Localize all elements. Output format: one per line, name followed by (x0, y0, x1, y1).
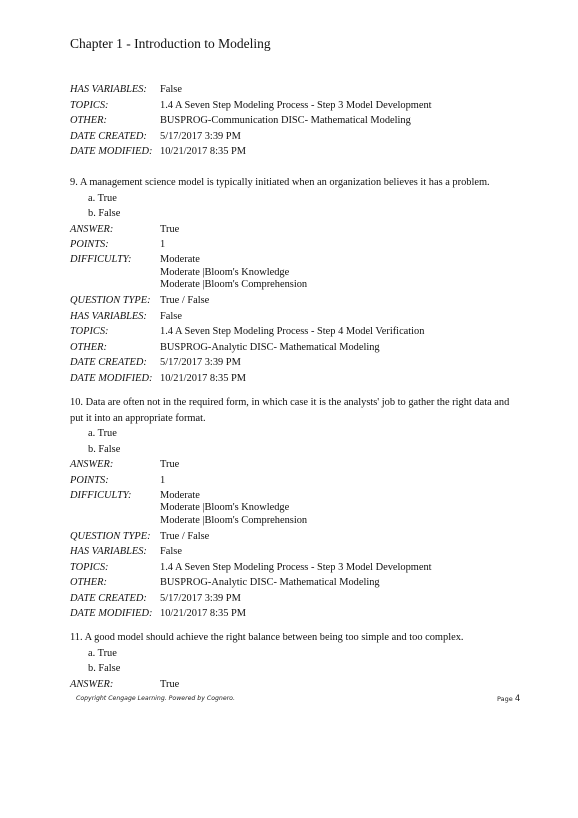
difficulty-line: Moderate |Bloom's Knowledge (160, 266, 290, 278)
meta-row-answer (70, 677, 530, 693)
copyright-notice: Copyright Cengage Learning. Powered by Cognero. (76, 695, 235, 702)
difficulty-line: Moderate (160, 254, 200, 265)
question-9 (70, 175, 530, 386)
meta-value: True (160, 223, 180, 235)
meta-label: POINTS: (70, 474, 109, 486)
meta-row-date-modified (70, 144, 530, 160)
meta-value: True / False (160, 530, 210, 542)
question-11 (70, 630, 530, 692)
meta-label: QUESTION TYPE: (70, 530, 151, 542)
meta-value: 10/21/2017 8:35 PM (160, 608, 247, 619)
option-b: b. False (88, 663, 121, 674)
meta-label: DATE CREATED: (70, 592, 147, 604)
question-text: 11. A good model should achieve the right balance between being too simple and too complex. (70, 632, 464, 643)
meta-label: OTHER: (70, 577, 107, 588)
meta-row-date-created (70, 129, 530, 145)
meta-label: HAS VARIABLES: (70, 84, 147, 95)
option-a: a. True (88, 428, 117, 439)
option-b: b. False (88, 443, 121, 455)
meta-value: 1 (160, 474, 166, 486)
meta-label: DATE MODIFIED: (70, 372, 153, 384)
meta-row-other (70, 575, 530, 591)
question-text: 10. Data are often not in the required form, in which case it is the analysts' job to gather the right data and (70, 397, 510, 408)
meta-row-date-modified (70, 606, 530, 622)
meta-value: 5/17/2017 3:39 PM (160, 130, 241, 142)
meta-label: OTHER: (70, 115, 107, 126)
meta-label: ANSWER: (70, 459, 114, 470)
meta-row-question-type (70, 293, 530, 309)
meta-value: 5/17/2017 3:39 PM (160, 592, 241, 604)
meta-label: QUESTION TYPE: (70, 295, 151, 306)
meta-value: 1 (160, 239, 166, 250)
meta-label: TOPICS: (70, 561, 109, 573)
meta-row-has-variables (70, 309, 530, 325)
meta-label: DATE MODIFIED: (70, 608, 153, 619)
difficulty-line: Moderate |Bloom's Knowledge (160, 502, 290, 513)
meta-value: False (160, 546, 182, 557)
meta-row-topics (70, 560, 530, 576)
question-text: 9. A management science model is typically initiated when an organization believes it has a problem. (70, 177, 490, 188)
meta-row-has-variables (70, 82, 530, 98)
difficulty-line: Moderate |Bloom's Comprehension (160, 514, 308, 526)
meta-label: DIFFICULTY: (70, 254, 132, 265)
meta-row-points (70, 237, 530, 253)
meta-label: HAS VARIABLES: (70, 546, 147, 557)
meta-row-difficulty (70, 253, 530, 294)
meta-row-other (70, 340, 530, 356)
meta-value: BUSPROG-Communication DISC- Mathematical Modeling (160, 115, 411, 126)
meta-value: BUSPROG-Analytic DISC- Mathematical Modeling (160, 577, 380, 588)
meta-label: DATE CREATED: (70, 357, 147, 368)
meta-label: ANSWER: (70, 678, 114, 690)
page-number-value: 4 (514, 694, 521, 704)
chapter-title: Chapter 1 - Introduction to Modeling (70, 36, 271, 51)
meta-label: POINTS: (70, 239, 109, 250)
meta-value: False (160, 310, 182, 322)
meta-value: 10/21/2017 8:35 PM (160, 372, 247, 384)
meta-row-answer (70, 457, 530, 473)
meta-row-question-type (70, 529, 530, 545)
meta-value: 10/21/2017 8:35 PM (160, 146, 247, 157)
meta-value: BUSPROG-Analytic DISC- Mathematical Modeling (160, 341, 380, 353)
difficulty-line: Moderate (160, 489, 200, 501)
meta-row-difficulty (70, 488, 530, 529)
page-number (497, 694, 520, 704)
meta-value: 5/17/2017 3:39 PM (160, 357, 241, 368)
meta-row-date-created (70, 355, 530, 371)
meta-value: 1.4 A Seven Step Modeling Process - Step 4 Model Verification (160, 326, 425, 337)
meta-label: ANSWER: (70, 223, 114, 235)
meta-row-points (70, 473, 530, 489)
meta-value: True (160, 678, 180, 690)
question-10 (70, 395, 530, 622)
meta-row-answer (70, 222, 530, 238)
meta-value (160, 490, 530, 528)
meta-label: DIFFICULTY: (70, 489, 132, 501)
meta-row-date-created (70, 591, 530, 607)
page-label: Page (497, 695, 513, 703)
meta-value: 1.4 A Seven Step Modeling Process - Step 3 Model Development (160, 99, 432, 111)
meta-label: TOPICS: (70, 99, 109, 111)
option-a: a. True (88, 192, 117, 204)
meta-label: DATE MODIFIED: (70, 146, 153, 157)
meta-value: False (160, 84, 182, 95)
meta-label: OTHER: (70, 341, 107, 353)
meta-row-topics (70, 324, 530, 340)
meta-value (160, 254, 530, 292)
meta-row-has-variables (70, 544, 530, 560)
meta-row-date-modified (70, 371, 530, 387)
meta-row-topics (70, 98, 530, 114)
option-b: b. False (88, 208, 121, 219)
meta-value: 1.4 A Seven Step Modeling Process - Step 3 Model Development (160, 561, 432, 573)
difficulty-line: Moderate |Bloom's Comprehension (160, 279, 308, 290)
meta-value: True / False (160, 295, 210, 306)
meta-label: HAS VARIABLES: (70, 310, 147, 322)
meta-label: TOPICS: (70, 326, 109, 337)
prev-question-meta (70, 82, 530, 160)
option-a: a. True (88, 647, 117, 659)
meta-value: True (160, 459, 180, 470)
meta-row-other (70, 113, 530, 129)
question-text-continued: put it into an appropriate format. (70, 412, 206, 424)
meta-label: DATE CREATED: (70, 130, 147, 142)
